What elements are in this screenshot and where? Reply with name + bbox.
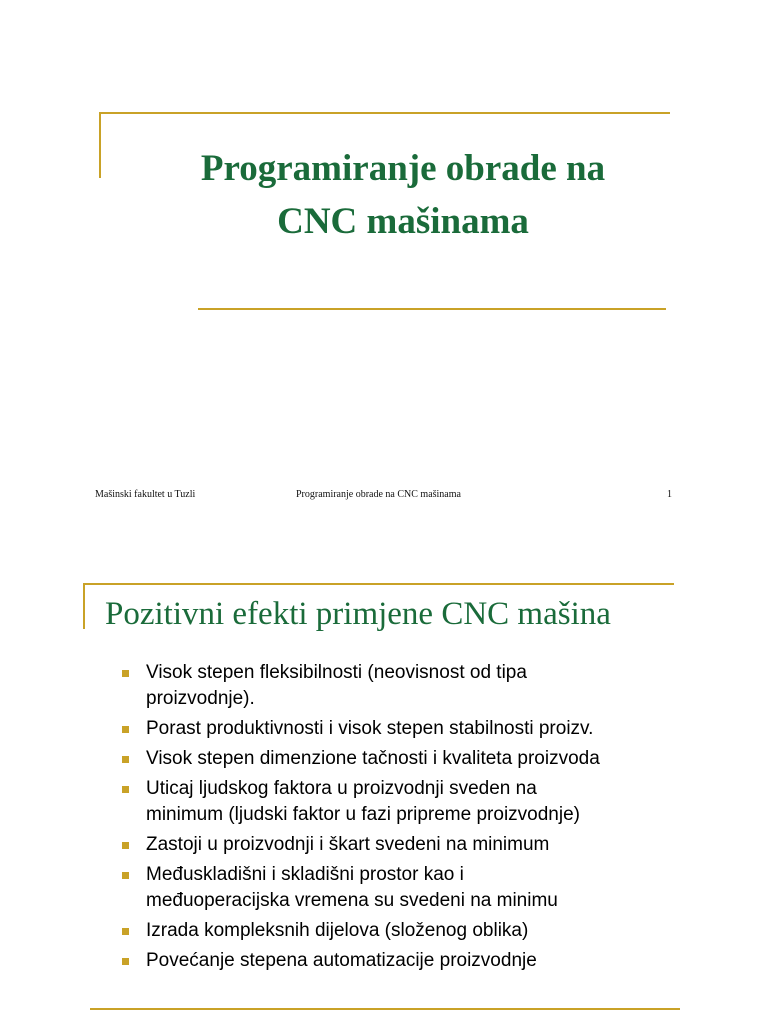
bullet-item: [122, 918, 682, 944]
bullet-item: [122, 716, 682, 742]
footer-institution: Mašinski fakultet u Tuzli: [95, 489, 196, 500]
bullet-text-line: Uticaj ljudskog faktora u proizvodnji sveden na: [146, 778, 537, 799]
footer-page-number: 1: [667, 489, 672, 500]
bullet-text-line: Izrada kompleksnih dijelova (složenog oblika): [146, 920, 529, 941]
bullet-square-icon: [122, 958, 129, 965]
bullet-text-line: Povećanje stepena automatizacije proizvodnje: [146, 950, 537, 971]
bullet-square-icon: [122, 872, 129, 879]
bullet-text-line: Zastoji u proizvodnji i škart svedeni na minimum: [146, 834, 550, 855]
bullet-square-icon: [122, 670, 129, 677]
bullet-text-line: međuoperacijska vremena su svedeni na minimu: [146, 890, 558, 911]
bullet-text-line: Porast produktivnosti i visok stepen stabilnosti proizv.: [146, 718, 594, 739]
bullet-text-line: minimum (ljudski faktor u fazi pripreme proizvodnje): [146, 804, 580, 825]
bullet-item: [122, 832, 682, 858]
bottom-rule: [90, 1008, 680, 1010]
title-line-1: Programiranje obrade na: [200, 148, 606, 189]
title-line-2: CNC mašinama: [277, 201, 529, 242]
bullet-item: [122, 660, 682, 712]
top-rule: [84, 583, 674, 585]
slide-2: [0, 512, 768, 1024]
left-rule: [83, 583, 85, 629]
bullet-square-icon: [122, 842, 129, 849]
bullet-text-line: proizvodnje).: [146, 688, 255, 709]
bullet-text-line: Visok stepen dimenzione tačnosti i kvaliteta proizvoda: [146, 748, 600, 769]
slide-1-title: [130, 142, 676, 248]
footer-course: Programiranje obrade na CNC mašinama: [296, 489, 461, 500]
bullet-text-line: Visok stepen fleksibilnosti (neovisnost od tipa: [146, 662, 527, 683]
left-rule: [99, 112, 101, 178]
bullet-item: [122, 776, 682, 828]
bullet-list: [122, 660, 682, 978]
bullet-text-line: Međuskladišni i skladišni prostor kao i: [146, 864, 464, 885]
bullet-square-icon: [122, 786, 129, 793]
top-rule: [100, 112, 670, 114]
bullet-item: [122, 862, 682, 914]
bullet-square-icon: [122, 726, 129, 733]
bullet-square-icon: [122, 756, 129, 763]
bullet-item: [122, 948, 682, 974]
bullet-square-icon: [122, 928, 129, 935]
title-underline: [198, 308, 666, 310]
bullet-item: [122, 746, 682, 772]
slide-2-title: Pozitivni efekti primjene CNC mašina: [105, 596, 611, 632]
